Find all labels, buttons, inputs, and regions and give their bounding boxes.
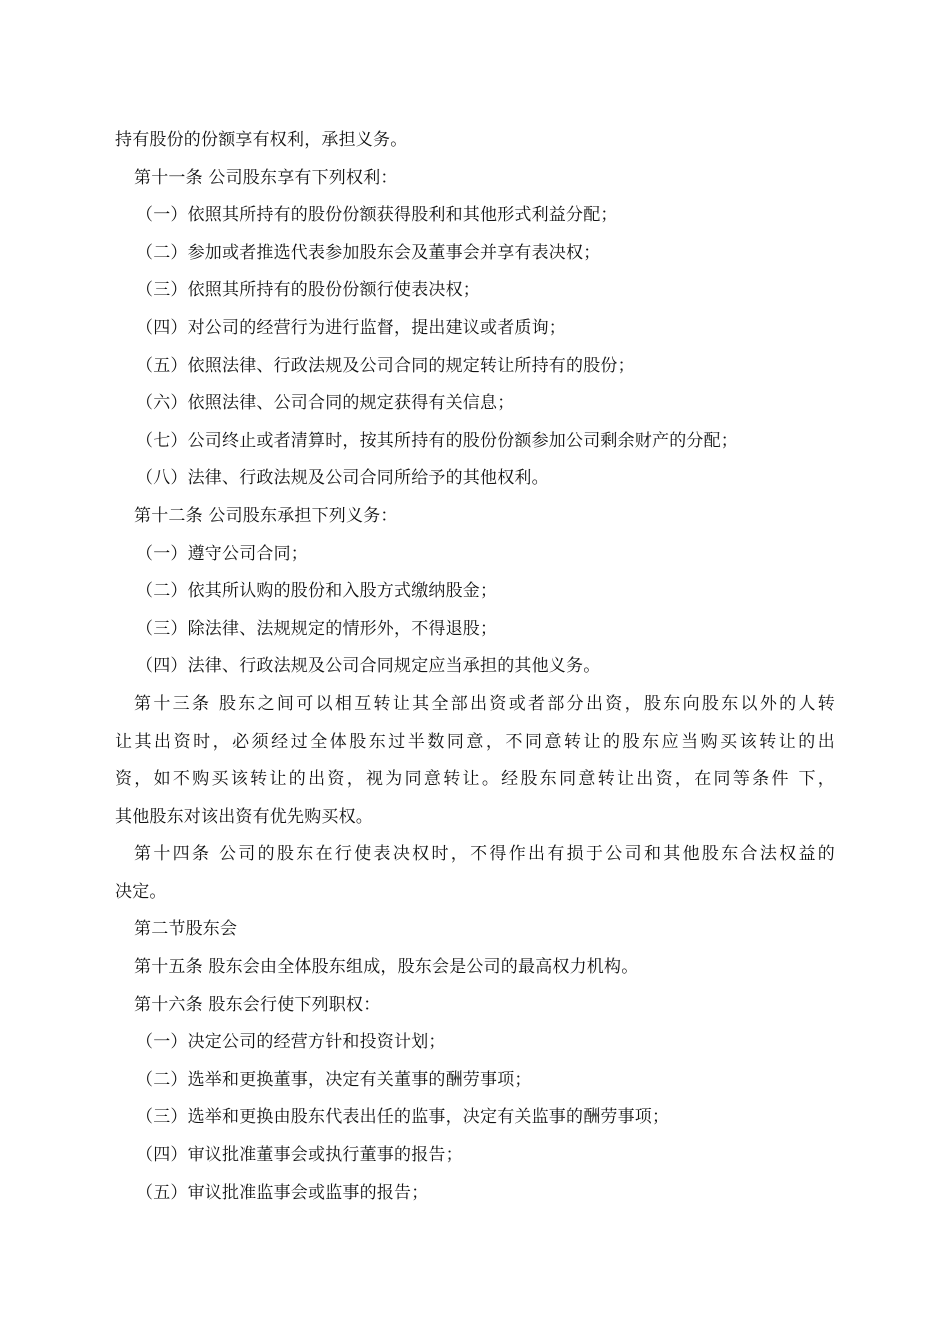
text-line: 持有股份的份额享有权利，承担义务。	[115, 130, 408, 150]
article-heading: 第十一条 公司股东享有下列权利：	[134, 167, 398, 188]
paragraph-line: 让其出资时，必须经过全体股东过半数同意，不同意转让的股东应当购买该转让的出	[115, 731, 835, 752]
list-item: （四）法律、行政法规及公司合同规定应当承担的其他义务。	[136, 656, 601, 677]
article-heading: 第十五条 股东会由全体股东组成，股东会是公司的最高权力机构。	[134, 957, 639, 978]
list-item: （五）审议批准监事会或监事的报告；	[136, 1182, 429, 1203]
article-heading: 第十六条 股东会行使下列职权：	[134, 994, 381, 1015]
section-heading: 第二节股东会	[134, 919, 238, 940]
list-item: （一）决定公司的经营方针和投资计划；	[136, 1032, 446, 1053]
list-item: （七）公司终止或者清算时，按其所持有的股份份额参加公司剩余财产的分配；	[136, 430, 738, 451]
paragraph-line: 决定。	[115, 881, 167, 902]
list-item: （二）依其所认购的股份和入股方式缴纳股金；	[136, 581, 498, 602]
list-item: （五）依照法律、行政法规及公司合同的规定转让所持有的股份；	[136, 355, 635, 376]
list-item: （三）选举和更换由股东代表出任的监事，决定有关监事的酬劳事项；	[136, 1107, 670, 1128]
list-item: （四）审议批准董事会或执行董事的报告；	[136, 1145, 463, 1166]
list-item: （六）依照法律、公司合同的规定获得有关信息；	[136, 393, 515, 414]
list-item: （一）依照其所持有的股份份额获得股利和其他形式利益分配；	[136, 205, 618, 226]
paragraph-line: 第十三条 股东之间可以相互转让其全部出资或者部分出资，股东向股东以外的人转	[134, 693, 835, 714]
article-heading: 第十二条 公司股东承担下列义务：	[134, 505, 398, 526]
document-body	[115, 122, 835, 1212]
list-item: （二）选举和更换董事，决定有关董事的酬劳事项；	[136, 1069, 532, 1090]
paragraph-line: 资，如不购买该转让的出资，视为同意转让。经股东同意转让出资，在同等条件 下，	[115, 769, 835, 790]
list-item: （八）法律、行政法规及公司合同所给予的其他权利。	[136, 468, 549, 489]
list-item: （四）对公司的经营行为进行监督，提出建议或者质询；	[136, 317, 566, 338]
paragraph-line: 其他股东对该出资有优先购买权。	[115, 806, 373, 827]
paragraph-line: 第十四条 公司的股东在行使表决权时，不得作出有损于公司和其他股东合法权益的	[134, 844, 835, 865]
list-item: （三）依照其所持有的股份份额行使表决权；	[136, 280, 480, 301]
list-item: （一）遵守公司合同；	[136, 543, 308, 564]
list-item: （二）参加或者推选代表参加股东会及董事会并享有表决权；	[136, 242, 601, 263]
list-item: （三）除法律、法规规定的情形外，不得退股；	[136, 618, 498, 639]
